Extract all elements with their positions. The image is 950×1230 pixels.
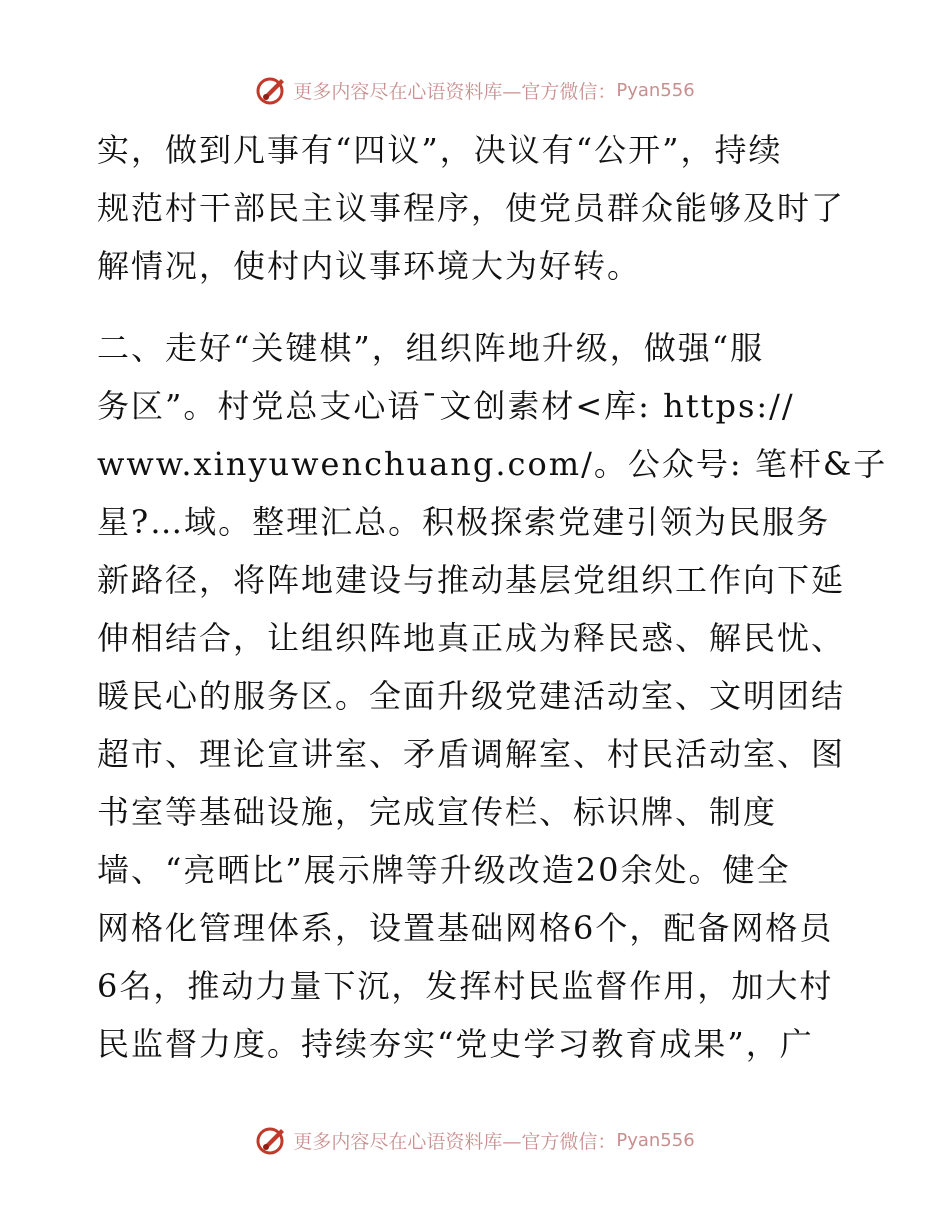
- brush-logo-icon: [255, 1123, 289, 1157]
- header-banner: [0, 70, 950, 110]
- text-line: 规范村干部民主议事程序，使党员群众能够及时了: [97, 189, 846, 227]
- footer-banner-text: 更多内容尽在心语资料库—官方微信：: [293, 1130, 617, 1153]
- footer-banner: [0, 1120, 950, 1160]
- footer-wechat-id: Pyan556: [616, 1129, 695, 1151]
- brush-logo-icon: [255, 73, 289, 107]
- paragraph-2: [97, 319, 888, 1073]
- text-line: 6名，推动力量下沉，发挥村民监督作用，加大村: [97, 967, 834, 1005]
- document-body: [97, 121, 888, 1073]
- text-line: 务区”。村党总支心语¯文创素材<库: https://: [97, 387, 795, 425]
- text-line: 实，做到凡事有“四议”，决议有“公开”，持续: [97, 131, 783, 169]
- text-line: 新路径，将阵地建设与推动基层党组织工作向下延: [97, 561, 846, 599]
- header-wechat-id: Pyan556: [616, 79, 695, 101]
- text-line: 民监督力度。持续夯实“党史学习教育成果”，广: [97, 1025, 814, 1063]
- text-line: 二、走好“关键棋”，组织阵地升级，做强“服: [97, 329, 765, 367]
- paragraph-1: [97, 121, 857, 295]
- text-line: 解情况，使村内议事环境大为好转。: [97, 247, 642, 285]
- text-line: 墙、“亮晒比”展示牌等升级改造20余处。健全: [97, 851, 791, 889]
- text-line: 暖民心的服务区。全面升级党建活动室、文明团结: [97, 677, 846, 715]
- text-line: 网格化管理体系，设置基础网格6个，配备网格员: [97, 909, 834, 947]
- text-line: 超市、理论宣讲室、矛盾调解室、村民活动室、图: [97, 735, 846, 773]
- text-line: 伸相结合，让组织阵地真正成为释民惑、解民忧、: [97, 619, 846, 657]
- text-line: 星?…域。整理汇总。积极探索党建引领为民服务: [97, 503, 831, 541]
- text-line: 书室等基础设施，完成宣传栏、标识牌、制度: [97, 793, 778, 831]
- header-banner-text: 更多内容尽在心语资料库—官方微信：: [293, 80, 617, 103]
- text-line: www.xinyuwenchuang.com/。公众号: 笔杆&子: [97, 445, 888, 483]
